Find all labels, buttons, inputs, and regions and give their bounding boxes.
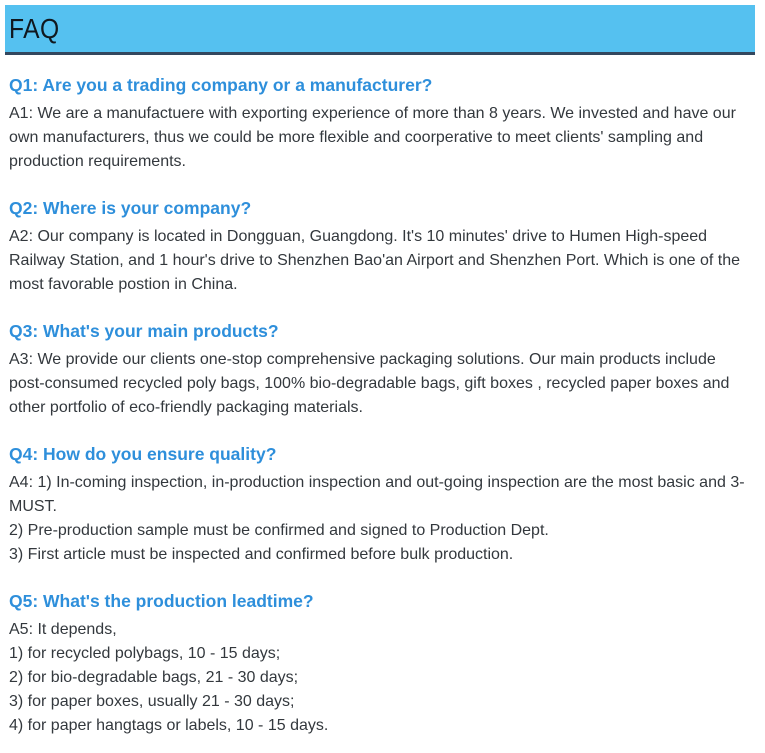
faq-answer-line: 2) for bio-degradable bags, 21 - 30 days; — [9, 669, 299, 686]
faq-question: Q1: Are you a trading company or a manufacturer? — [9, 75, 433, 95]
faq-answer — [9, 471, 747, 567]
faq-page — [0, 5, 765, 738]
faq-answer-line: A4: 1) In-coming inspection, in-production inspection and out-going inspection are the most basic and 3-MUST. — [9, 474, 745, 515]
faq-question: Q5: What's the production leadtime? — [9, 591, 314, 611]
faq-item — [9, 75, 747, 174]
faq-answer-line: A3: We provide our clients one-stop comprehensive packaging solutions. Our main products include post-consumed recycled poly bags, 100% bio-degradable bags, gift boxes , recycled paper boxes and other portfolio of eco-friendly packaging materials. — [9, 351, 730, 416]
faq-answer-line: A1: We are a manufactuere with exporting experience of more than 8 years. We invested and have our own manufacturers, thus we could be more flexible and coorperative to meet clients' sampling and production requirements. — [9, 105, 736, 170]
faq-answer-line: 3) First article must be inspected and confirmed before bulk production. — [9, 546, 514, 563]
faq-question: Q3: What's your main products? — [9, 321, 279, 341]
faq-section-title: FAQ — [9, 12, 60, 44]
faq-item — [9, 198, 747, 297]
faq-section-header — [5, 5, 755, 55]
faq-question: Q4: How do you ensure quality? — [9, 444, 277, 464]
faq-answer — [9, 348, 747, 420]
faq-question: Q2: Where is your company? — [9, 198, 252, 218]
faq-answer-line: 2) Pre-production sample must be confirmed and signed to Production Dept. — [9, 522, 549, 539]
faq-item — [9, 444, 747, 567]
faq-item — [9, 591, 747, 738]
faq-answer — [9, 102, 747, 174]
faq-answer-line: 3) for paper boxes, usually 21 - 30 days; — [9, 693, 295, 710]
faq-answer-line: 4) for paper hangtags or labels, 10 - 15 days. — [9, 717, 329, 734]
faq-list — [9, 75, 747, 738]
faq-item — [9, 321, 747, 420]
faq-answer — [9, 225, 747, 297]
faq-answer-line: A5: It depends, — [9, 621, 117, 638]
faq-answer-line: A2: Our company is located in Dongguan, Guangdong. It's 10 minutes' drive to Humen High-speed Railway Station, and 1 hour's drive to Shenzhen Bao'an Airport and Shenzhen Port. Which is one of the most favorable postion in China. — [9, 228, 740, 293]
faq-answer — [9, 618, 747, 738]
faq-answer-line: 1) for recycled polybags, 10 - 15 days; — [9, 645, 281, 662]
faq-content — [0, 55, 765, 738]
